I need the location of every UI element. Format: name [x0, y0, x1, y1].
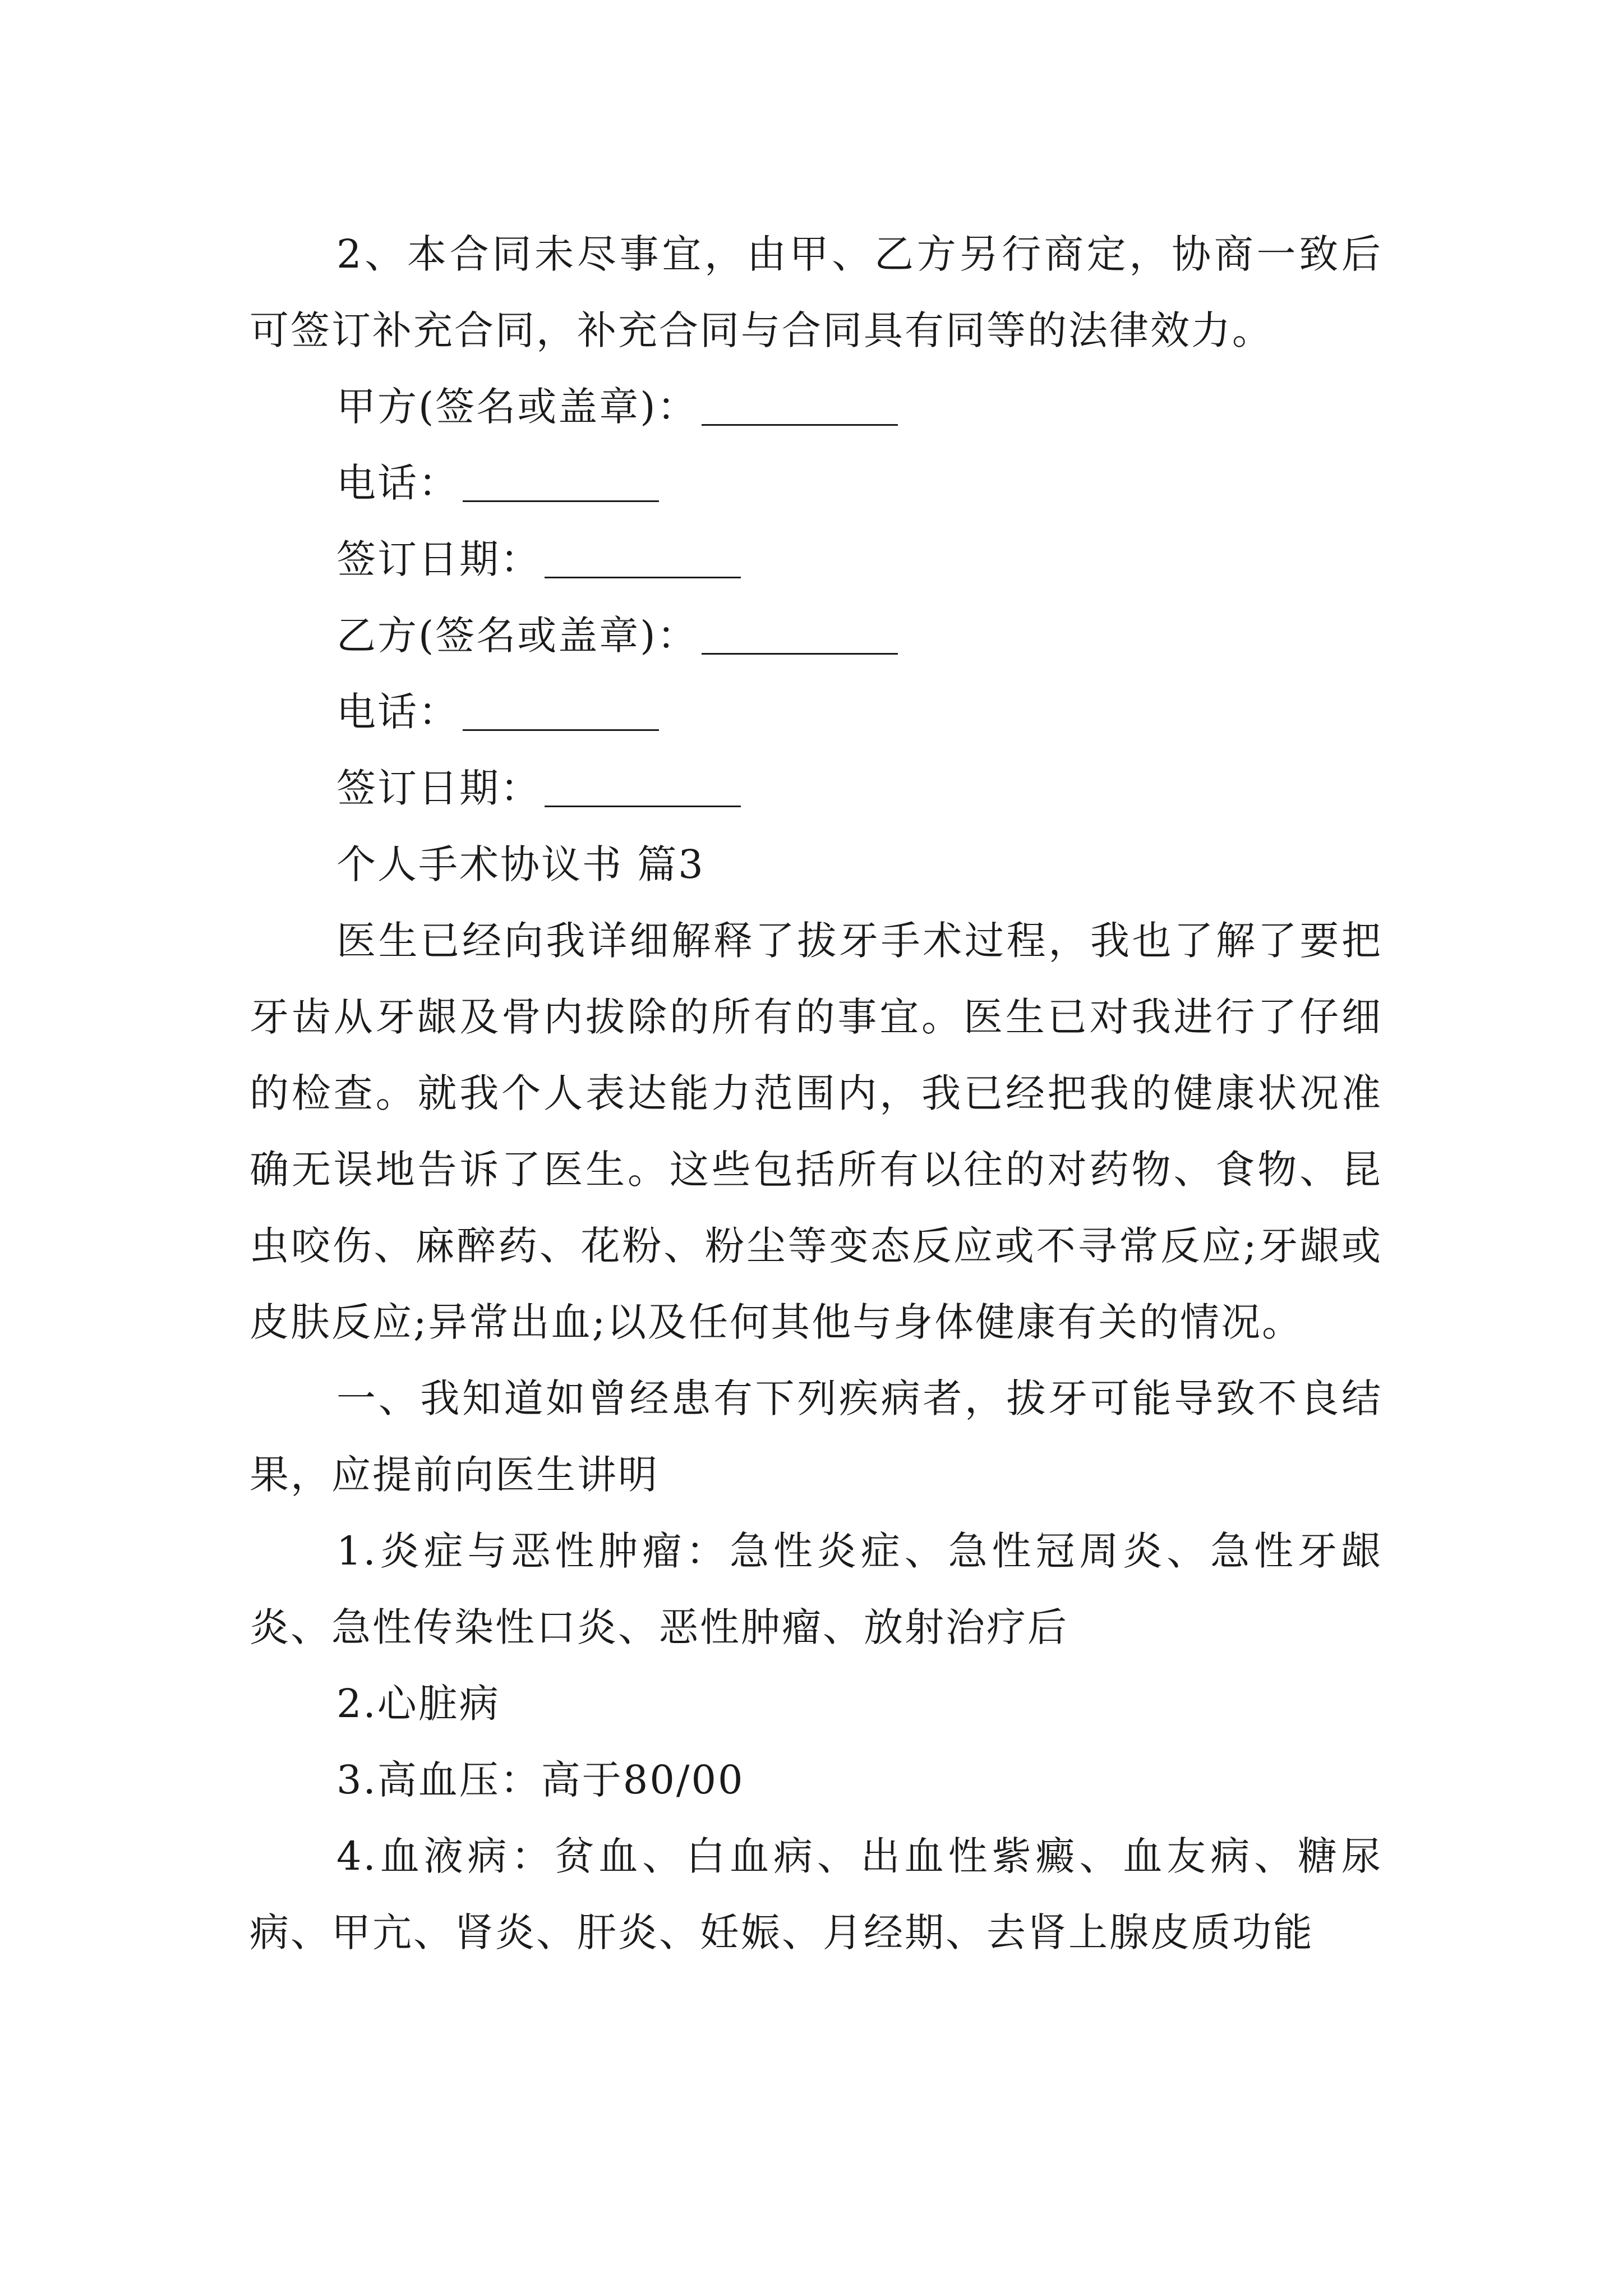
list-item-heart-disease: 2.心脏病 — [336, 1681, 500, 1727]
phone-blank[interactable] — [463, 461, 659, 502]
date-line-party-a — [250, 521, 1382, 597]
paragraph-disease-intro: 一、我知道如曾经患有下列疾病者，拔牙可能导致不良结果，应提前向医生讲明 — [250, 1375, 1382, 1498]
phone-label: 电话： — [336, 460, 459, 506]
phone-line-party-a — [250, 445, 1382, 521]
phone-line-party-b — [250, 674, 1382, 750]
document-body — [250, 216, 1382, 1971]
list-item-inflammation: 1.炎症与恶性肿瘤：急性炎症、急性冠周炎、急性牙龈炎、急性传染性口炎、恶性肿瘤、放射治疗后 — [250, 1528, 1382, 1650]
date-blank[interactable] — [545, 766, 741, 807]
date-blank[interactable] — [545, 537, 741, 578]
date-line-party-b — [250, 750, 1382, 826]
list-item-blood-disease: 4.血液病：贫血、白血病、出血性紫癜、血友病、糖尿病、甲亢、肾炎、肝炎、妊娠、月经期、去肾上腺皮质功能 — [250, 1833, 1382, 1955]
phone-blank[interactable] — [463, 690, 659, 731]
signature-line-party-a — [250, 369, 1382, 445]
signature-blank[interactable] — [702, 614, 898, 655]
signature-blank[interactable] — [702, 385, 898, 426]
section-title: 个人手术协议书 篇3 — [336, 841, 705, 887]
paragraph-supplement-clause: 2、本合同未尽事宜，由甲、乙方另行商定，协商一致后可签订补充合同，补充合同与合同具有同等的法律效力。 — [250, 231, 1382, 353]
date-label: 签订日期： — [336, 765, 541, 811]
date-label: 签订日期： — [336, 536, 541, 582]
list-item-hypertension: 3.高血压：高于80/00 — [336, 1757, 745, 1803]
paragraph-consent-statement: 医生已经向我详细解释了拔牙手术过程，我也了解了要把牙齿从牙龈及骨内拔除的所有的事宜。医生已对我进行了仔细的检查。就我个人表达能力范围内，我已经把我的健康状况准确无误地告诉了医生。这些包括所有以往的对药物、食物、昆虫咬伤、麻醉药、花粉、粉尘等变态反应或不寻常反应;牙龈或皮肤反应;异常出血;以及任何其他与身体健康有关的情况。 — [250, 918, 1382, 1345]
signature-label: 乙方(签名或盖章)： — [336, 613, 698, 659]
signature-label: 甲方(签名或盖章)： — [336, 384, 698, 430]
phone-label: 电话： — [336, 689, 459, 735]
signature-line-party-b — [250, 597, 1382, 674]
